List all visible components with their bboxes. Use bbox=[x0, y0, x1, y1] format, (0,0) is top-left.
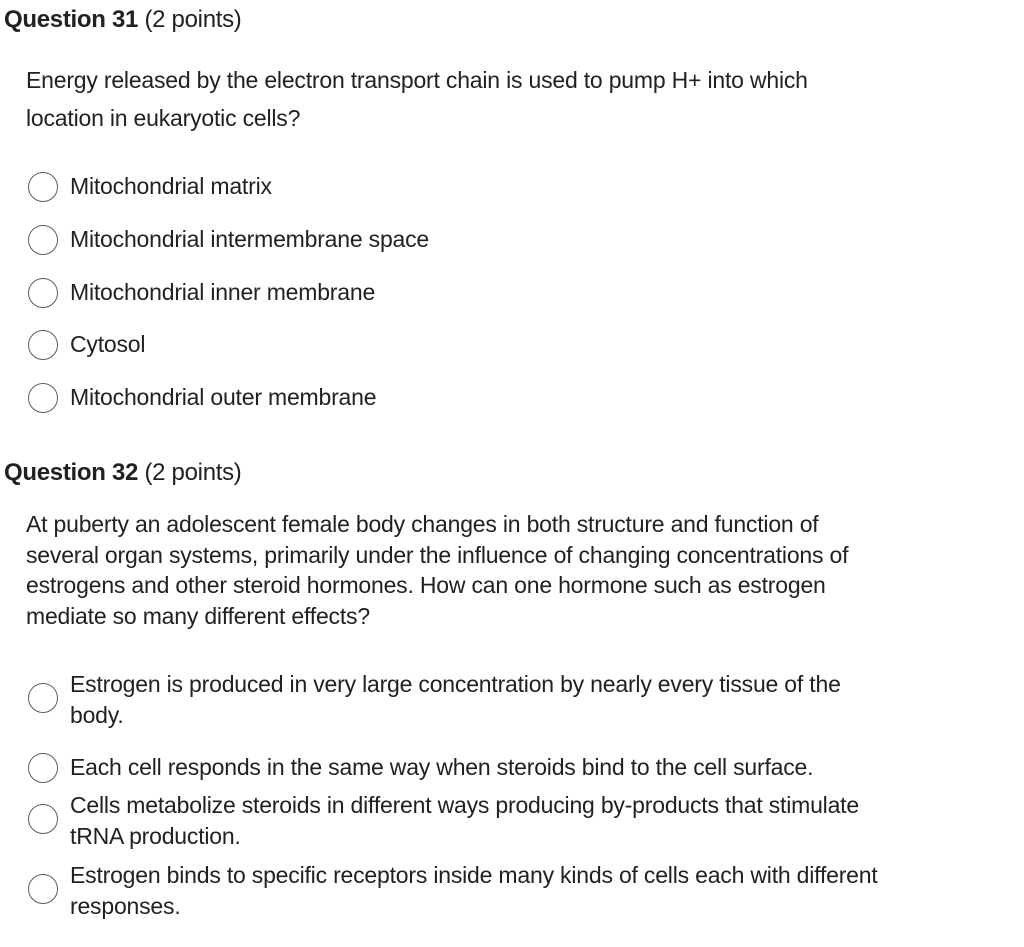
answer-option-label[interactable]: Each cell responds in the same way when steroids bind to the cell surface. bbox=[70, 754, 814, 780]
question-number: Question 32 bbox=[4, 459, 139, 486]
answer-option-label[interactable]: Estrogen binds to specific receptors inside many kinds of cells each with different bbox=[70, 862, 878, 888]
answer-option-label[interactable]: Mitochondrial inner membrane bbox=[70, 279, 376, 305]
question-points: (2 points) bbox=[144, 6, 242, 33]
question-prompt-line: Energy released by the electron transport chain is used to pump H+ into which bbox=[26, 67, 808, 93]
answer-option-label[interactable]: Mitochondrial outer membrane bbox=[70, 384, 377, 410]
answer-option-label[interactable]: Mitochondrial matrix bbox=[70, 173, 272, 199]
answer-option-label[interactable]: responses. bbox=[70, 893, 181, 919]
radio-button[interactable] bbox=[28, 278, 58, 308]
question-points: (2 points) bbox=[144, 459, 242, 486]
answer-option[interactable] bbox=[28, 860, 1018, 922]
radio-button[interactable] bbox=[28, 874, 58, 904]
question-prompt-line: several organ systems, primarily under the influence of changing concentrations of bbox=[26, 541, 849, 568]
question-header bbox=[4, 6, 242, 34]
radio-button[interactable] bbox=[28, 383, 58, 413]
radio-button[interactable] bbox=[28, 753, 58, 783]
answer-option[interactable] bbox=[28, 171, 1018, 203]
question-prompt-line: location in eukaryotic cells? bbox=[26, 105, 301, 131]
radio-button[interactable] bbox=[28, 683, 58, 713]
radio-button[interactable] bbox=[28, 330, 58, 360]
question-number: Question 31 bbox=[4, 6, 139, 33]
answer-option[interactable] bbox=[28, 790, 1018, 852]
radio-button[interactable] bbox=[28, 225, 58, 255]
answer-option-label[interactable]: Cytosol bbox=[70, 331, 146, 357]
answer-option-label[interactable]: Cells metabolize steroids in different ways producing by-products that stimulate bbox=[70, 792, 859, 818]
question-header bbox=[4, 459, 242, 487]
answer-option-label[interactable]: body. bbox=[70, 702, 124, 728]
answer-option-label[interactable]: tRNA production. bbox=[70, 823, 241, 849]
answer-option[interactable] bbox=[28, 224, 1018, 256]
answer-option[interactable] bbox=[28, 669, 1018, 731]
question-prompt-line: mediate so many different effects? bbox=[26, 603, 370, 630]
radio-button[interactable] bbox=[28, 804, 58, 834]
question-prompt bbox=[26, 509, 986, 632]
question-prompt bbox=[26, 61, 986, 137]
answer-option[interactable] bbox=[28, 752, 1018, 784]
answer-option[interactable] bbox=[28, 382, 1018, 414]
question-prompt-line: estrogens and other steroid hormones. How can one hormone such as estrogen bbox=[26, 572, 826, 599]
answer-option-label[interactable]: Mitochondrial intermembrane space bbox=[70, 226, 430, 252]
radio-button[interactable] bbox=[28, 172, 58, 202]
answer-option-label[interactable]: Estrogen is produced in very large concentration by nearly every tissue of the bbox=[70, 671, 841, 697]
answer-option[interactable] bbox=[28, 277, 1018, 309]
question-prompt-line: At puberty an adolescent female body changes in both structure and function of bbox=[26, 511, 819, 537]
answer-option[interactable] bbox=[28, 329, 1018, 361]
